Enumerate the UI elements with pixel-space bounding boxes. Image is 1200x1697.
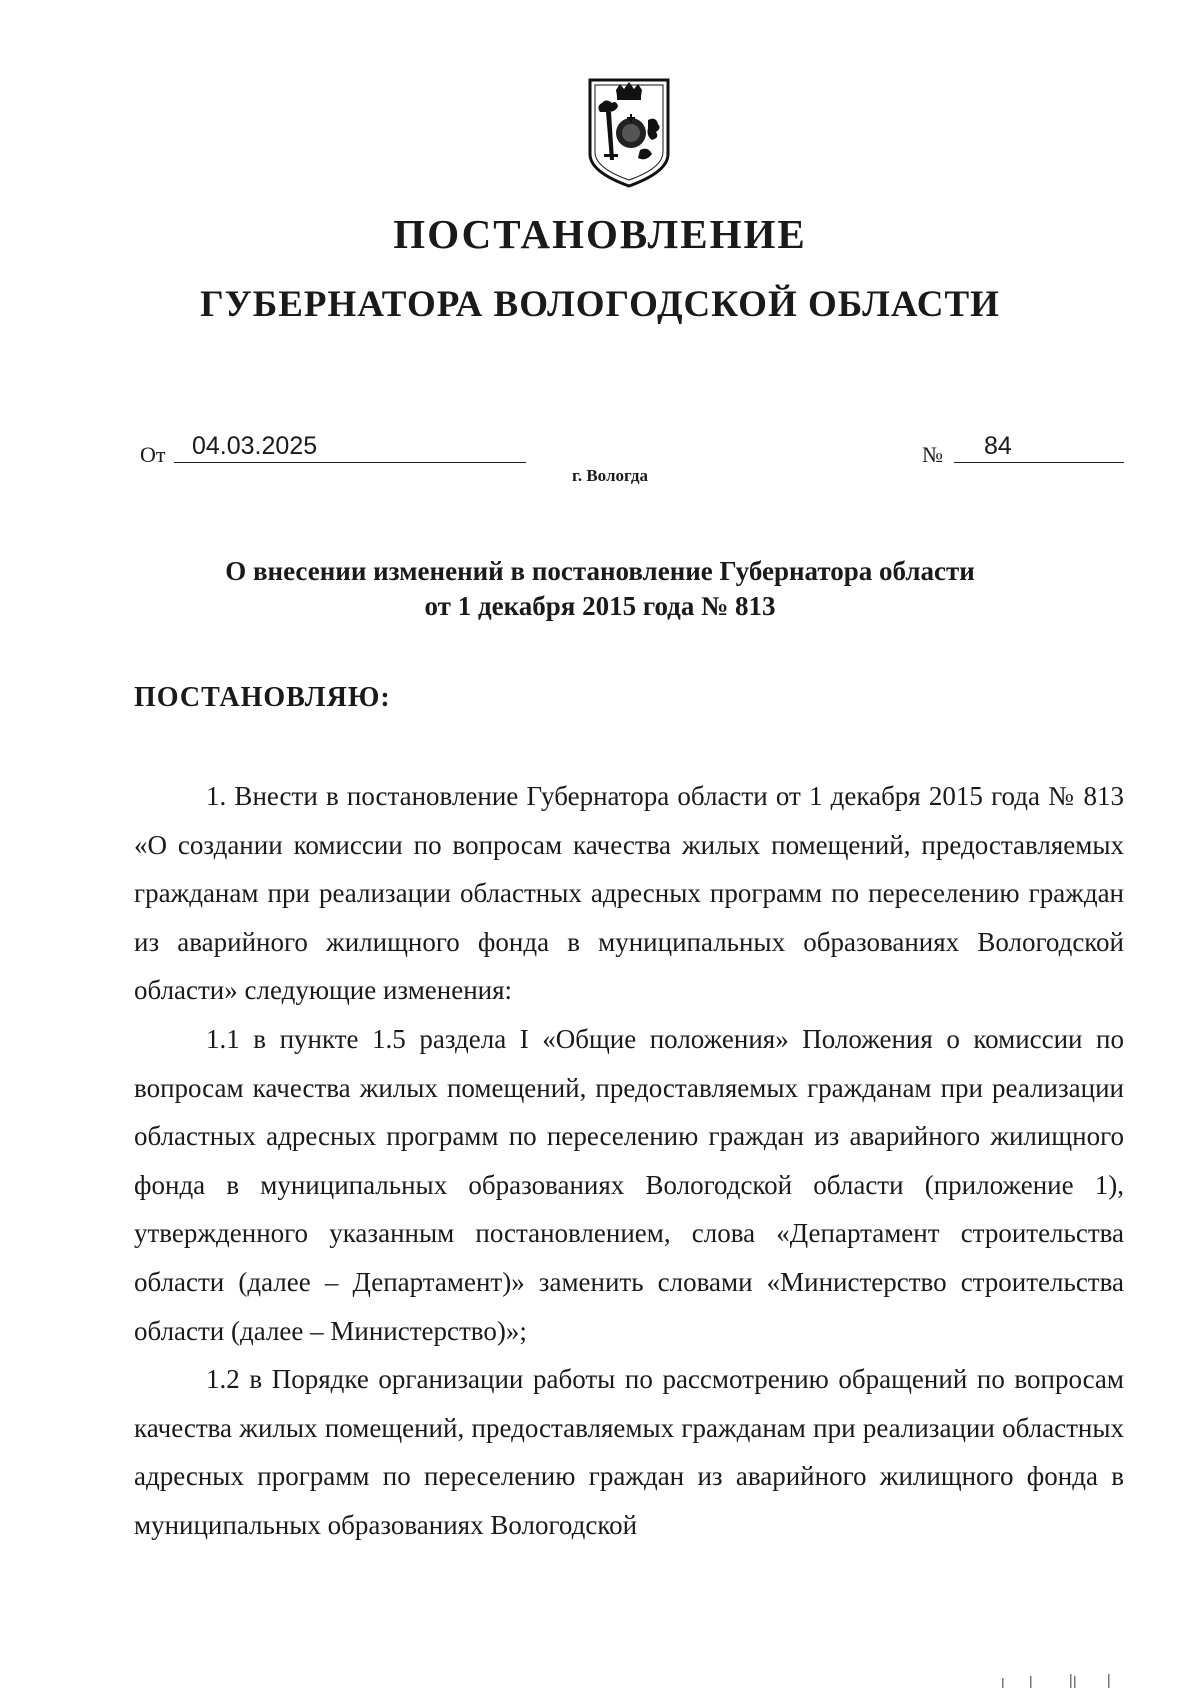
- document-subtitle: ГУБЕРНАТОРА ВОЛОГОДСКОЙ ОБЛАСТИ: [200, 284, 1000, 325]
- number-underline: [954, 430, 1124, 463]
- date-number-row: [140, 430, 1125, 470]
- paragraph: 1.1 в пункте 1.5 раздела I «Общие положения» Положения о комиссии по вопросам качества жилых помещений, предоставляемых гражданам при реализации областных адресных программ по переселению граждан из аварийного жилищного фонда в муниципальных образованиях Вологодской области (приложение 1), утвержденного указанным постановлением, слова «Департамент строительства области (далее – Департамент)» заменить словами «Министерство строительства области (далее – Министерство)»;: [134, 1023, 1124, 1346]
- date-prefix: От: [140, 442, 166, 467]
- number-value: 84: [984, 432, 1012, 460]
- date-value: 04.03.2025: [192, 432, 318, 460]
- subject-line-1: О внесении изменений в постановление Губернатора области: [225, 556, 975, 586]
- paragraph: 1.2 в Порядке организации работы по рассмотрению обращений по вопросам качества жилых помещений, предоставляемых гражданам при реализации областных адресных программ по переселению граждан из аварийного жилищного фонда в муниципальных образованиях Вологодской: [134, 1364, 1124, 1540]
- city-label: г. Вологда: [572, 466, 648, 485]
- coat-of-arms-emblem: [586, 76, 672, 188]
- document-body: [134, 772, 1124, 1550]
- document-subject: [0, 554, 1200, 624]
- resolve-heading: ПОСТАНОВЛЯЮ:: [134, 682, 391, 713]
- subject-line-2: от 1 декабря 2015 года № 813: [424, 591, 776, 621]
- date-underline: [174, 430, 526, 463]
- number-prefix: №: [922, 442, 943, 467]
- scan-artifact-marks: [1000, 1650, 1140, 1690]
- paragraph: 1. Внести в постановление Губернатора области от 1 декабря 2015 года № 813 «О создании комиссии по вопросам качества жилых помещений, предоставляемых гражданам при реализации областных адресных программ по переселению граждан из аварийного жилищного фонда в муниципальных образованиях Вологодской области» следующие изменения:: [134, 781, 1124, 1006]
- document-title: ПОСТАНОВЛЕНИЕ: [393, 211, 807, 257]
